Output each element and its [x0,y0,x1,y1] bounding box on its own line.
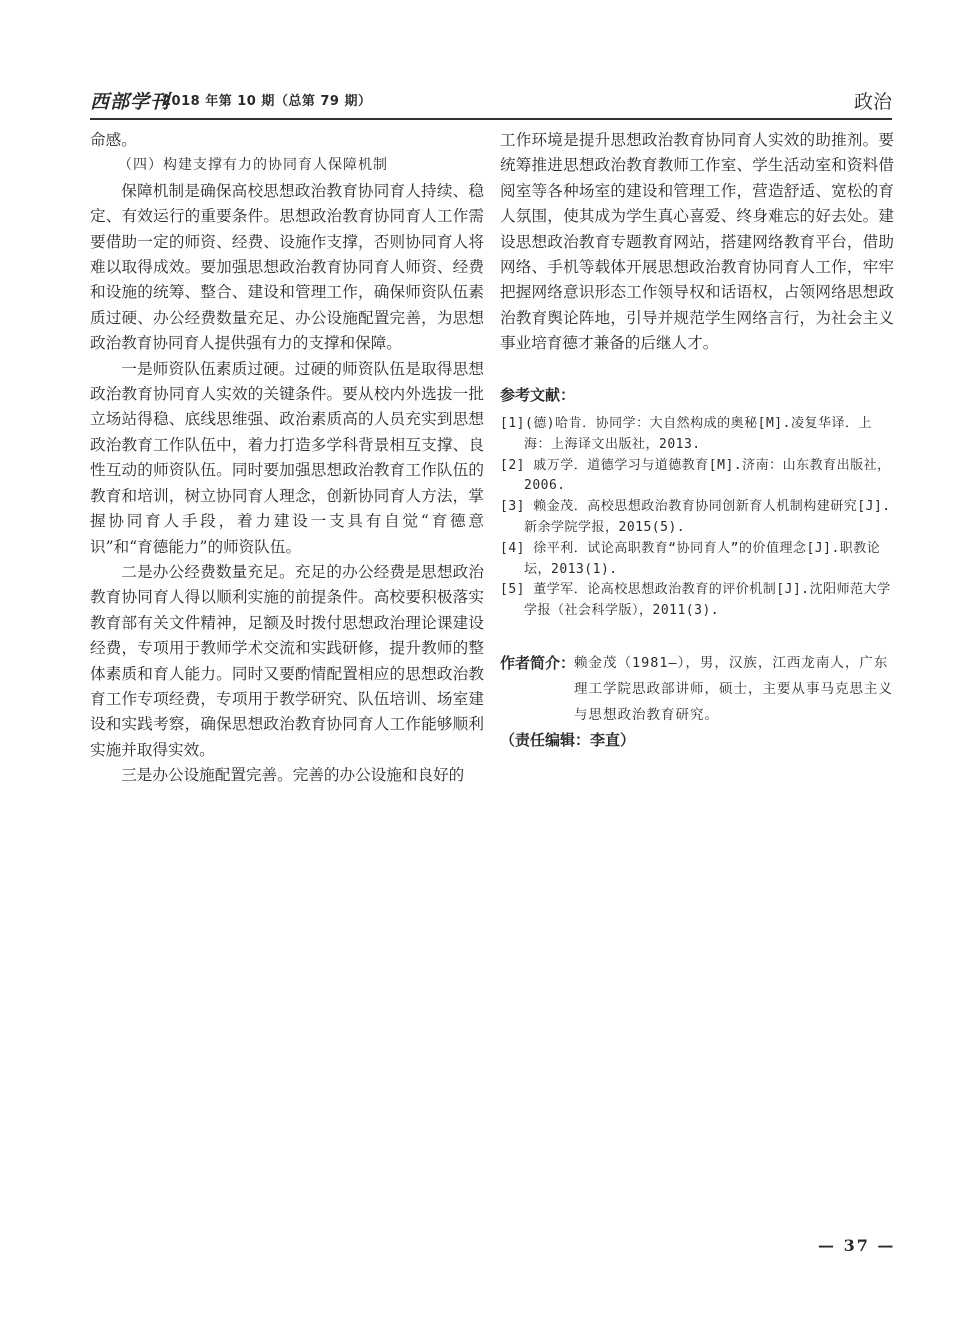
right-column [500,128,894,753]
responsible-editor: （责任编辑：李直） [500,731,636,750]
paragraph-guarantee-mechanism: 保障机制是确保高校思想政治教育协同育人持续、稳定、有效运行的重要条件。思想政治教育协同育人工作需要借助一定的师资、经费、设施作支撑，否则协同育人将难以取得成效。要加强思想政治教育协同育人师资、经费和设施的统筹、整合、建设和管理工作，确保师资队伍素质过硬、办公经费数量充足、办公设施配置完善，为思想政治教育协同育人提供强有力的支撑和保障。 [90,181,484,353]
reference-item: [1](德)哈肯．协同学：大自然构成的奥秘[M].凌复华译．上海：上海译文出版社，2013. [500,416,872,452]
section-subheading: （四）构建支撑有力的协同育人保障机制 [118,157,388,174]
reference-item: [2] 戚万学．道德学习与道德教育[M].济南：山东教育出版社，2006. [500,457,891,494]
reference-list [500,414,894,622]
issue-info: 2018 年第 10 期（总第 79 期） [162,94,372,109]
page-number: — 37 — [818,1236,896,1255]
author-bio [500,650,894,728]
paragraph-facilities: 三是办公设施配置完善。完善的办公设施和良好的 [121,766,465,785]
header-rule [90,118,892,120]
author-bio-label: 作者简介： [500,654,576,673]
paragraph-environment: 工作环境是提升思想政治教育协同育人实效的助推剂。要统筹推进思想政治教育教师工作室、学生活动室和资料借阅室等各种场室的建设和管理工作，营造舒适、宽松的育人氛围，使其成为学生真心喜爱、终身难忘的好去处。建设思想政治教育专题教育网站，搭建网络教育平台，借助网络、手机等载体开展思想政治教育协同育人工作，牢牢把握网络意识形态工作领导权和话语权，占领网络思想政治教育舆论阵地，引导并规范学生网络言行，为社会主义事业培育德才兼备的后继人才。 [500,131,894,353]
author-bio-text: 赖金茂（1981—），男，汉族，江西龙南人，广东理工学院思政部讲师，硕士，主要从事马克思主义与思想政治教育研究。 [574,655,893,724]
reference-item: [5] 董学军．论高校思想政治教育的评价机制[J].沈阳师范大学学报（社会科学版），2011(3). [500,582,891,619]
references-title: 参考文献： [500,385,576,404]
page-header [90,87,892,113]
paragraph-continuation: 命感。 [90,131,137,149]
reference-item: [4] 徐平利．试论高职教育“协同育人”的价值理念[J].职教论坛，2013(1). [500,540,881,577]
paragraph-funding: 二是办公经费数量充足。充足的办公经费是思想政治教育协同育人得以顺利实施的前提条件。高校要积极落实教育部有关文件精神，足额及时拨付思想政治理论课建设经费，专项用于教师学术交流和实践研修，提升教师的整体素质和育人能力。同时又要酌情配置相应的思想政治教育工作专项经费，专项用于教学研究、队伍培训、场室建设和实践考察，确保思想政治教育协同育人工作能够顺利实施并取得实效。 [90,562,484,759]
section-label: 政治 [853,91,892,113]
left-column [90,128,484,789]
reference-item: [3] 赖金茂．高校思想政治教育协同创新育人机制构建研究[J].新余学院学报，2015(5). [500,499,891,536]
paragraph-faculty: 一是师资队伍素质过硬。过硬的师资队伍是取得思想政治教育协同育人实效的关键条件。要从校内外选拔一批立场站得稳、底线思维强、政治素质高的人员充实到思想政治教育工作队伍中，着力打造多学科背景相互支撑、良性互动的师资队伍。同时要加强思想政治教育工作队伍的教育和培训，树立协同育人理念，创新协同育人方法，掌握协同育人手段，着力建设一支具有自觉“育德意识”和“育德能力”的师资队伍。 [90,359,484,556]
journal-name: 西部学刊 [90,91,171,113]
